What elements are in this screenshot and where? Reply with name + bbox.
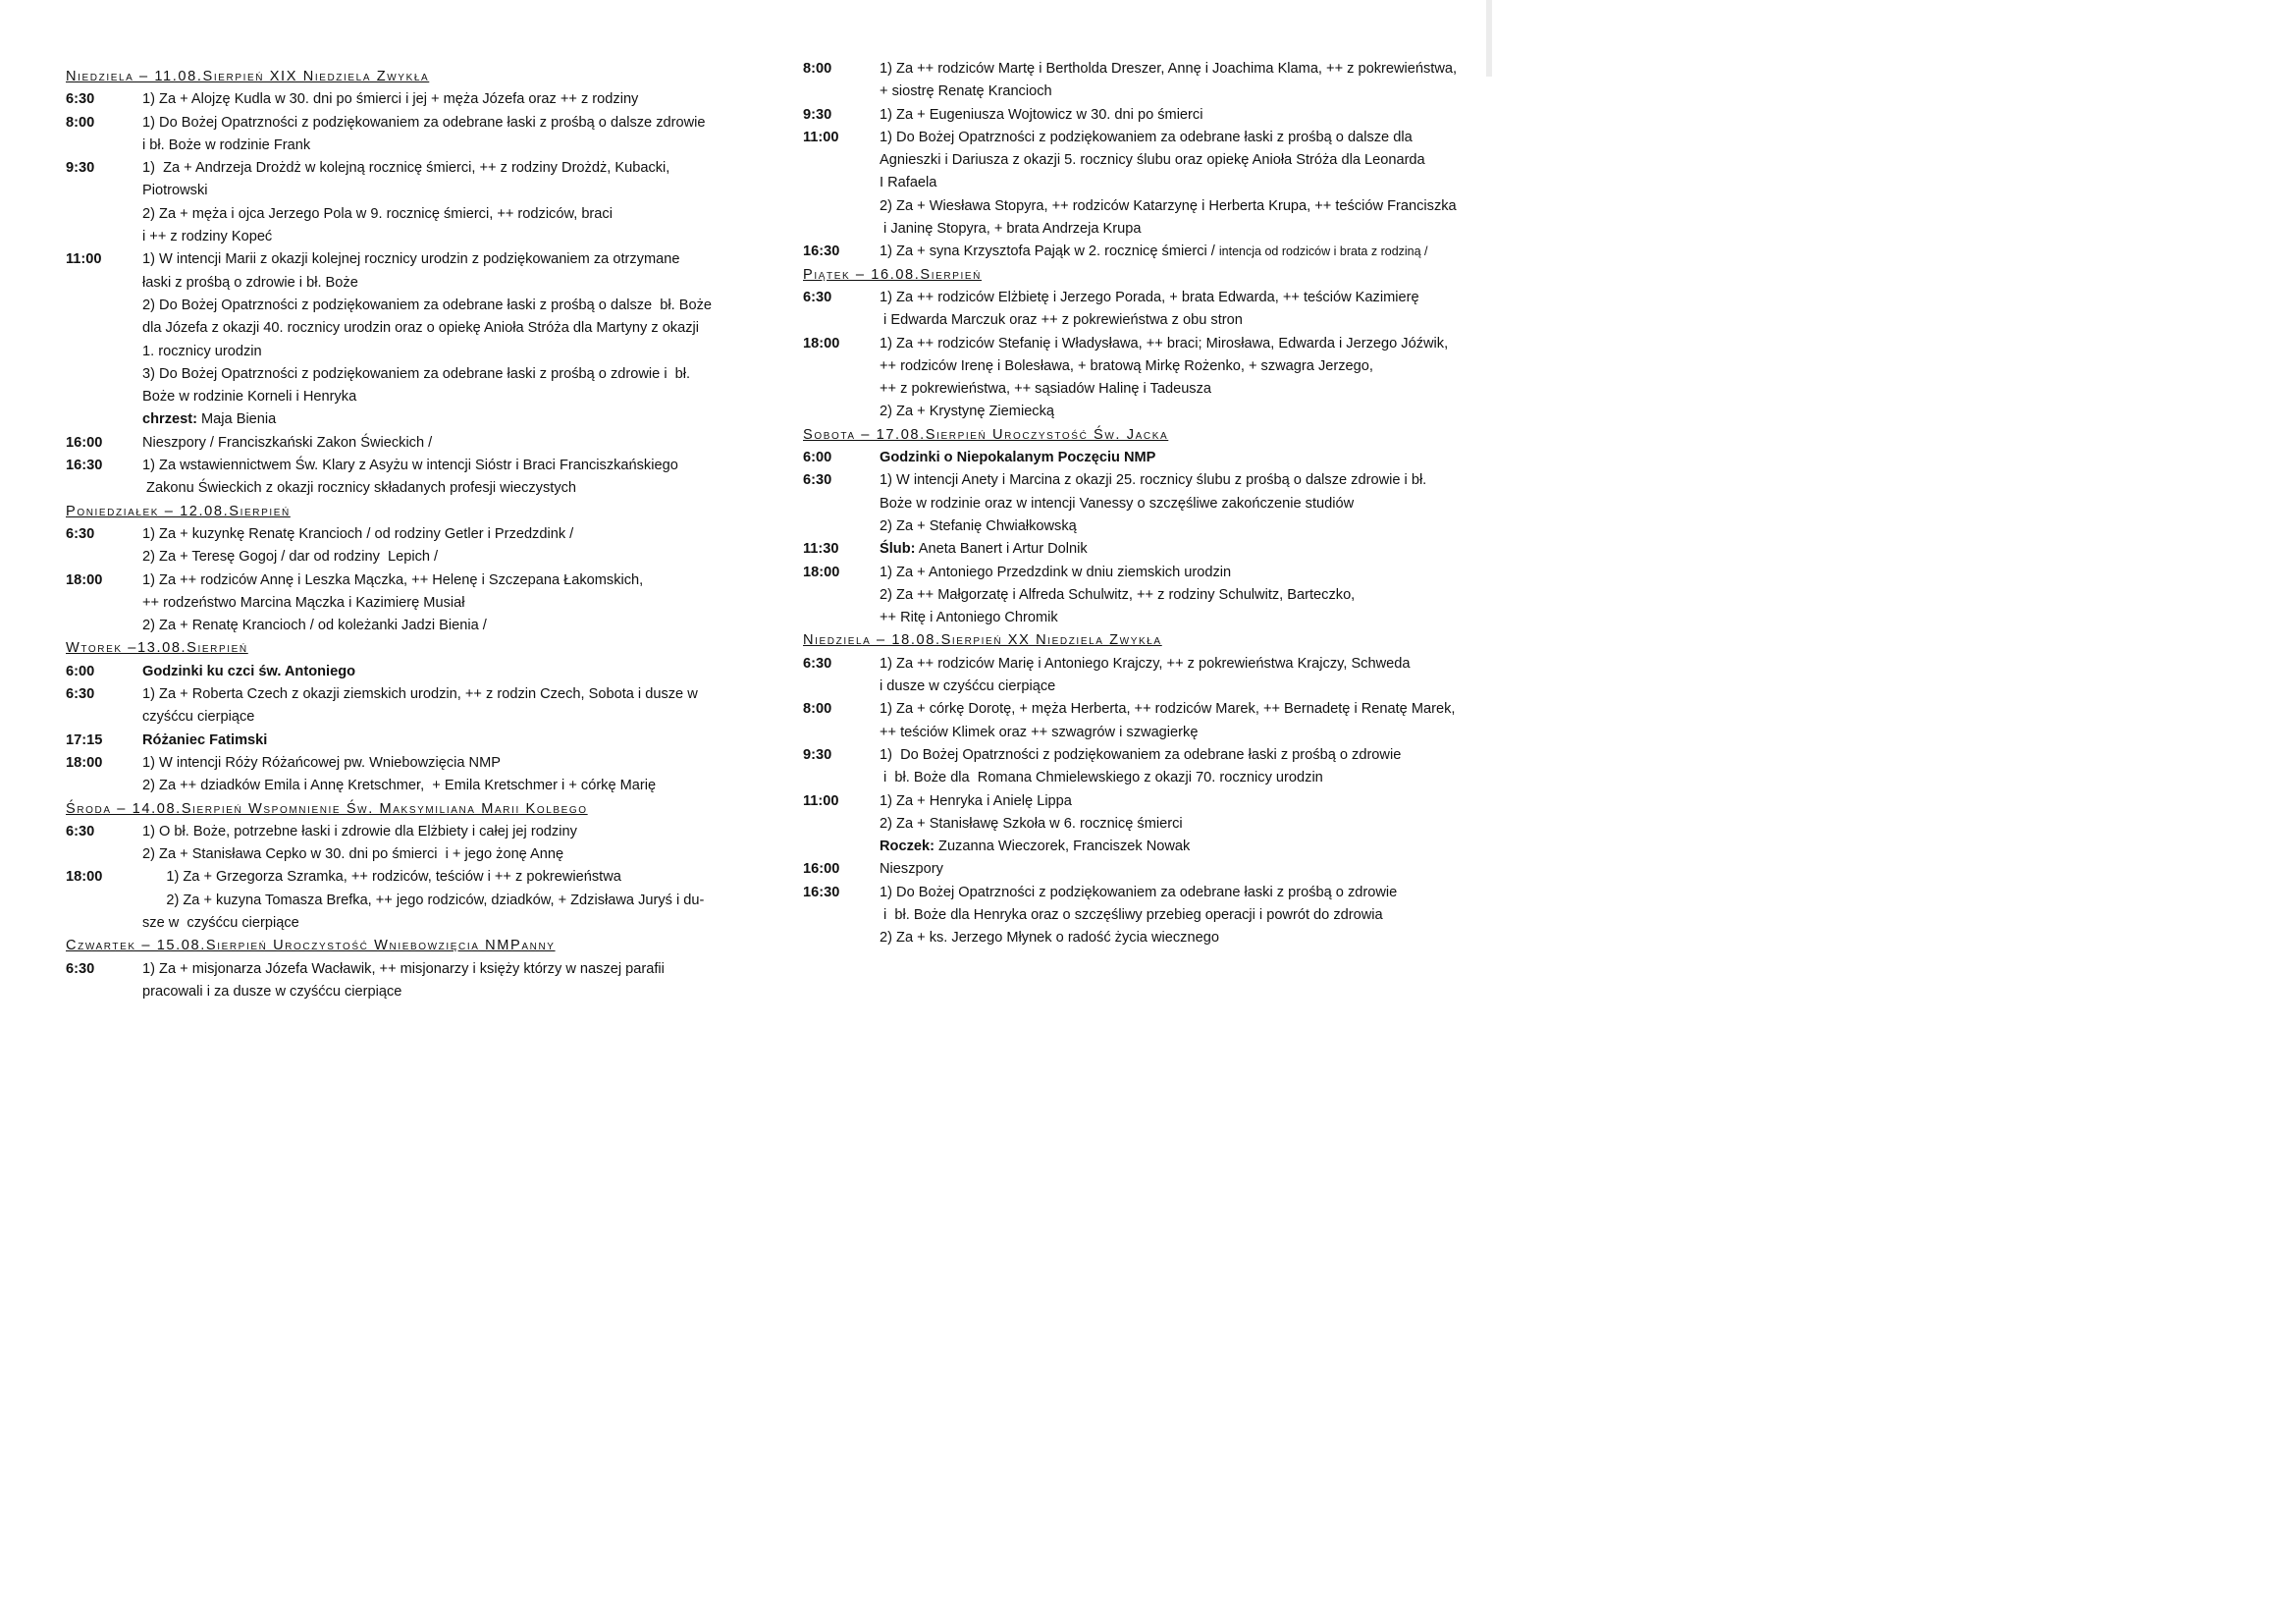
mass-time: 6:30 [803, 289, 832, 305]
intention-line [880, 195, 1482, 218]
day-heading: Poniedziałek – 12.08.Sierpień [66, 503, 291, 519]
intention-line [880, 676, 1482, 698]
intention-text: 1) Za ++ rodziców Stefanię i Władysława, ++ braci; Mirosława, Edwarda i Jerzego Jóźwik, [880, 335, 1449, 352]
intention-line [880, 698, 1482, 721]
intention-line [142, 386, 736, 408]
intention-text: i ++ z rodziny Kopeć [142, 229, 273, 245]
intention-text: 2) Za + Teresę Gogoj / dar od rodziny Lepich / [142, 549, 439, 566]
mass-time: 6:30 [66, 960, 95, 977]
mass-intentions [880, 58, 1482, 104]
intention-line [880, 287, 1482, 309]
extra-value: Zuzanna Wieczorek, Franciszek Nowak [934, 839, 1191, 855]
intention-text: Piotrowski [142, 183, 208, 199]
mass-intentions [880, 538, 1482, 561]
intention-line [880, 355, 1482, 378]
mass-intentions [880, 469, 1482, 538]
intention-text: 2) Za + Stanisława Cepko w 30. dni po śmierci i + jego żonę Annę [142, 846, 564, 863]
intention-line [880, 58, 1482, 81]
intention-line [142, 843, 736, 866]
mass-intentions [880, 287, 1482, 333]
mass-row [66, 730, 736, 752]
intention-line [880, 744, 1482, 767]
mass-time: 17:15 [66, 731, 103, 748]
intention-text: 1) O bł. Boże, potrzebne łaski i zdrowie dla Elżbiety i całej jej rodziny [142, 823, 577, 839]
intention-line [880, 149, 1482, 172]
mass-time: 16:00 [803, 861, 840, 878]
intention-text: 1) Do Bożej Opatrzności z podziękowaniem za odebrane łaski z prośbą o zdrowie [880, 884, 1398, 900]
mass-time: 18:00 [66, 571, 103, 588]
intention-line [880, 104, 1482, 127]
intention-text: 2) Za + Renatę Krancioch / od koleżanki Jadzi Bienia / [142, 618, 487, 634]
mass-intentions [880, 698, 1482, 744]
intention-line [142, 112, 736, 135]
mass-intentions [142, 157, 736, 248]
day-heading: Środa – 14.08.Sierpień Wspomnienie Św. Maksymiliana Marii Kolbego [66, 800, 588, 817]
mass-row [66, 821, 736, 867]
extra-label: Ślub: [880, 541, 916, 558]
intention-line [142, 958, 736, 981]
intention-text: łaski z prośbą o zdrowie i bł. Boże [142, 274, 358, 291]
mass-row [803, 790, 1482, 859]
intention-text: pracowali i za dusze w czyśćcu cierpiące [142, 983, 402, 1000]
mass-row [803, 127, 1482, 241]
mass-intentions [142, 866, 736, 935]
intention-text: i bł. Boże dla Henryka oraz o szczęśliwy przebieg operacji i powrót do zdrowia [880, 906, 1383, 923]
mass-row [803, 562, 1482, 630]
intention-text: 2) Za + kuzyna Tomasza Brefka, ++ jego rodziców, dziadków, + Zdzisława Juryś i du- [142, 892, 705, 908]
intention-text: i bł. Boże w rodzinie Frank [142, 136, 311, 153]
intention-line [880, 172, 1482, 194]
mass-time: 8:00 [803, 701, 832, 718]
mass-intentions [880, 127, 1482, 241]
intention-text: 2) Za + męża i ojca Jerzego Pola w 9. rocznicę śmierci, ++ rodziców, braci [142, 205, 613, 222]
intention-line [880, 653, 1482, 676]
mass-row [803, 698, 1482, 744]
mass-row [66, 523, 736, 569]
intention-text: Boże w rodzinie Korneli i Henryka [142, 389, 357, 406]
mass-time: 11:00 [803, 129, 839, 145]
mass-time: 18:00 [66, 754, 103, 771]
mass-time: 11:00 [803, 792, 839, 809]
intention-line [142, 203, 736, 226]
mass-row [66, 683, 736, 730]
mass-intentions [142, 821, 736, 867]
intention-text: 1) Za wstawiennictwem Św. Klary z Asyżu w intencji Sióstr i Braci Franciszkańskiego [142, 458, 678, 474]
mass-intentions [880, 653, 1482, 699]
extra-value: Maja Bienia [196, 411, 277, 428]
intention-text: i bł. Boże dla Romana Chmielewskiego z okazji 70. rocznicy urodzin [880, 770, 1323, 786]
intention-line [142, 706, 736, 729]
mass-intentions [880, 858, 1482, 881]
intention-line [880, 813, 1482, 836]
intention-line [142, 317, 736, 340]
mass-row [66, 112, 736, 158]
mass-intentions [142, 432, 736, 455]
intention-text: 2) Za + Stefanię Chwiałkowską [880, 517, 1077, 534]
intention-line [142, 981, 736, 1003]
intention-line [880, 858, 1482, 881]
intention-line [142, 546, 736, 568]
intention-line [142, 272, 736, 295]
mass-intentions [142, 730, 736, 752]
intention-text: Godzinki o Niepokalanym Poczęciu NMP [880, 450, 1156, 466]
intention-text: ++ z pokrewieństwa, ++ sąsiadów Halinę i Tadeusza [880, 381, 1212, 398]
mass-row [66, 88, 736, 111]
intention-line [880, 241, 1482, 263]
intention-line [142, 295, 736, 317]
intention-text: Agnieszki i Dariusza z okazji 5. rocznicy ślubu oraz opiekę Anioła Stróża dla Leonarda [880, 152, 1425, 169]
intention-text: 2) Za + Stanisławę Szkoła w 6. rocznicę śmierci [880, 815, 1183, 832]
mass-time: 6:00 [66, 663, 95, 679]
intention-line [880, 882, 1482, 904]
intention-line [142, 157, 736, 180]
intention-line [880, 515, 1482, 538]
mass-time: 6:30 [803, 655, 832, 672]
mass-row [66, 569, 736, 638]
intention-line [880, 469, 1482, 492]
intention-text: 1) Za ++ rodziców Annę i Leszka Mączka, ++ Helenę i Szczepana Łakomskich, [142, 571, 644, 588]
intention-line [142, 661, 736, 683]
mass-row [66, 958, 736, 1004]
intention-line [142, 341, 736, 363]
extra-label: Roczek: [880, 839, 934, 855]
intention-line [142, 477, 736, 500]
intention-text: 1. rocznicy urodzin [142, 343, 262, 359]
intention-line [142, 775, 736, 797]
mass-intentions [142, 112, 736, 158]
mass-time: 16:30 [803, 884, 840, 900]
day-heading: Wtorek –13.08.Sierpień [66, 640, 248, 657]
mass-intentions [142, 661, 736, 683]
intention-text: Różaniec Fatimski [142, 731, 268, 748]
mass-time: 6:30 [66, 91, 95, 108]
mass-time: 18:00 [803, 335, 840, 352]
intention-text: 1) Do Bożej Opatrzności z podziękowaniem za odebrane łaski z prośbą o zdrowie [880, 746, 1402, 763]
intention-line [142, 730, 736, 752]
intention-text: 1) Za + Alojzę Kudla w 30. dni po śmierci i jej + męża Józefa oraz ++ z rodziny [142, 91, 639, 108]
mass-intentions [880, 104, 1482, 127]
mass-row [803, 469, 1482, 538]
mass-row [803, 744, 1482, 790]
mass-time: 9:30 [803, 746, 832, 763]
intention-text: 1) Za + syna Krzysztofa Pająk w 2. rocznicę śmierci / [880, 244, 1219, 260]
mass-row [66, 752, 736, 798]
intention-text: 1) Za + Antoniego Przedzdink w dniu ziemskich urodzin [880, 564, 1232, 580]
intention-text: 2) Do Bożej Opatrzności z podziękowaniem za odebrane łaski z prośbą o dalsze bł. Boże [142, 297, 713, 313]
intention-text: 1) Za + córkę Dorotę, + męża Herberta, ++ rodziców Marek, ++ Bernadetę i Renatę Marek, [880, 701, 1456, 718]
mass-intentions [142, 248, 736, 431]
intention-text: 1) Za + Eugeniusza Wojtowicz w 30. dni po śmierci [880, 106, 1203, 123]
intention-line [880, 309, 1482, 332]
intention-text: czyśćcu cierpiące [142, 709, 255, 726]
mass-row [803, 858, 1482, 881]
mass-time: 6:30 [66, 823, 95, 839]
intention-text: 1) Za ++ rodziców Elżbietę i Jerzego Porada, + brata Edwarda, ++ teściów Kazimierę [880, 289, 1419, 305]
intention-line [880, 127, 1482, 149]
intention-text: I Rafaela [880, 175, 937, 191]
intention-text: 1) Za + Roberta Czech z okazji ziemskich urodzin, ++ z rodzin Czech, Sobota i dusze w [142, 686, 698, 703]
intention-line [880, 790, 1482, 813]
intention-line [142, 890, 736, 912]
mass-time: 9:30 [803, 106, 832, 123]
intention-line [880, 904, 1482, 927]
intention-text: ++ Ritę i Antoniego Chromik [880, 610, 1058, 626]
intention-text: Godzinki ku czci św. Antoniego [142, 663, 356, 679]
mass-time: 8:00 [803, 61, 832, 77]
left-column [66, 66, 736, 1003]
day-heading: Niedziela – 11.08.Sierpień XIX Niedziela Zwykła [66, 69, 430, 84]
intention-text: dla Józefa z okazji 40. rocznicy urodzin oraz o opiekę Anioła Stróża dla Martyny z okazji [142, 320, 700, 337]
intention-text: 1) W intencji Anety i Marcina z okazji 25. rocznicy ślubu z prośbą o dalsze zdrowie i bł. [880, 472, 1427, 489]
intention-text: i dusze w czyśćcu cierpiące [880, 678, 1056, 695]
mass-row [66, 455, 736, 501]
mass-row [803, 538, 1482, 561]
mass-row [803, 447, 1482, 469]
mass-intentions [880, 447, 1482, 469]
intention-text: 2) Za + Wiesława Stopyra, ++ rodziców Katarzynę i Herberta Krupa, ++ teściów Franciszka [880, 197, 1457, 214]
intention-line [880, 607, 1482, 629]
intention-text: 1) W intencji Róży Różańcowej pw. Wniebowzięcia NMP [142, 754, 501, 771]
mass-row [803, 882, 1482, 950]
intention-line [880, 493, 1482, 515]
intention-line [142, 226, 736, 248]
intention-text: 1) Za + misjonarza Józefa Wacławik, ++ misjonarzy i księży którzy w naszej parafii [142, 960, 665, 977]
mass-row [66, 866, 736, 935]
intention-text: 2) Za ++ Małgorzatę i Alfreda Schulwitz, ++ z rodziny Schulwitz, Barteczko, [880, 586, 1356, 603]
intention-line [880, 333, 1482, 355]
mass-intentions [142, 569, 736, 638]
intention-text: 3) Do Bożej Opatrzności z podziękowaniem za odebrane łaski z prośbą o zdrowie i bł. [142, 365, 691, 382]
mass-time: 6:00 [803, 450, 832, 466]
mass-time: 6:30 [66, 686, 95, 703]
right-column [803, 58, 1482, 950]
mass-time: 16:00 [66, 434, 103, 451]
intention-line [142, 88, 736, 111]
intention-line [880, 447, 1482, 469]
intention-line [142, 135, 736, 157]
extra-value: Aneta Banert i Artur Dolnik [915, 541, 1088, 558]
intention-line [880, 722, 1482, 744]
mass-time: 18:00 [803, 564, 840, 580]
intention-text: 2) Za + ks. Jerzego Młynek o radość życia wiecznego [880, 930, 1219, 947]
mass-row [66, 157, 736, 248]
intention-text: i Janinę Stopyra, + brata Andrzeja Krupa [880, 221, 1142, 238]
mass-intentions [142, 455, 736, 501]
extra-line [880, 538, 1482, 561]
intention-text: i Edwarda Marczuk oraz ++ z pokrewieństwa z obu stron [880, 312, 1243, 329]
mass-intentions [142, 523, 736, 569]
mass-row [66, 661, 736, 683]
intention-line [880, 378, 1482, 401]
mass-time: 18:00 [66, 869, 103, 886]
intention-line [142, 363, 736, 386]
mass-time: 11:00 [66, 251, 102, 268]
intention-text: 1) Za + Grzegorza Szramka, ++ rodziców, teściów i ++ z pokrewieństwa [142, 869, 621, 886]
intention-line [142, 592, 736, 615]
intention-line [880, 218, 1482, 241]
intention-text: 1) Do Bożej Opatrzności z podziękowaniem za odebrane łaski z prośbą o dalsze zdrowie [142, 114, 706, 131]
mass-time: 16:30 [803, 244, 840, 260]
mass-intentions [880, 241, 1482, 263]
mass-intentions [142, 752, 736, 798]
intention-text: 2) Za + Krystynę Ziemiecką [880, 404, 1055, 420]
mass-row [66, 432, 736, 455]
intention-line [880, 81, 1482, 103]
mass-time: 6:30 [66, 525, 95, 542]
day-heading: Piątek – 16.08.Sierpień [803, 266, 982, 283]
mass-row [803, 241, 1482, 263]
mass-row [803, 104, 1482, 127]
mass-time: 8:00 [66, 114, 95, 131]
intention-line [880, 401, 1482, 423]
intention-text: 1) Za ++ rodziców Martę i Bertholda Dreszer, Annę i Joachima Klama, ++ z pokrewieństwa, [880, 61, 1458, 77]
intention-text: ++ teściów Klimek oraz ++ szwagrów i szwagierkę [880, 724, 1199, 740]
mass-time: 6:30 [803, 472, 832, 489]
intention-text: Zakonu Świeckich z okazji rocznicy składanych profesji wieczystych [142, 480, 577, 497]
mass-row [803, 333, 1482, 424]
intention-line [880, 767, 1482, 789]
intention-text: + siostrę Renatę Krancioch [880, 83, 1052, 100]
mass-intentions [142, 683, 736, 730]
intention-text: sze w czyśćcu cierpiące [142, 914, 299, 931]
intention-text: 1) Za + kuzynkę Renatę Krancioch / od rodziny Getler i Przedzdink / [142, 525, 574, 542]
intention-text: Nieszpory / Franciszkański Zakon Świeckich / [142, 434, 433, 451]
intention-line [142, 615, 736, 637]
intention-text: Boże w rodzinie oraz w intencji Vanessy o szczęśliwe zakończenie studiów [880, 495, 1355, 512]
mass-time: 9:30 [66, 160, 95, 177]
mass-row [803, 58, 1482, 104]
day-heading: Niedziela – 18.08.Sierpień XX Niedziela Zwykła [803, 632, 1162, 649]
mass-intentions [880, 333, 1482, 424]
intention-line [142, 248, 736, 271]
mass-row [66, 248, 736, 431]
intention-text: 1) Za ++ rodziców Marię i Antoniego Krajczy, ++ z pokrewieństwa Krajczy, Schweda [880, 655, 1411, 672]
day-heading: Czwartek – 15.08.Sierpień Uroczystość Wniebowzięcia NMPanny [66, 938, 556, 954]
intention-text: 1) Za + Andrzeja Drożdż w kolejną rocznicę śmierci, ++ z rodziny Drożdż, Kubacki, [142, 160, 670, 177]
intention-line [142, 432, 736, 455]
page-edge-bar [1486, 0, 1492, 77]
extra-label: chrzest: [142, 411, 197, 428]
mass-time: 16:30 [66, 458, 103, 474]
intention-line [142, 180, 736, 202]
mass-time: 11:30 [803, 541, 839, 558]
intention-line [142, 866, 736, 889]
intention-line [142, 455, 736, 477]
intention-text: 2) Za ++ dziadków Emila i Annę Kretschmer, + Emila Kretschmer i + córkę Marię [142, 778, 657, 794]
intention-text: Nieszpory [880, 861, 943, 878]
intention-line [880, 562, 1482, 584]
intention-line [142, 523, 736, 546]
mass-intentions [880, 882, 1482, 950]
intention-line [142, 752, 736, 775]
intention-line [880, 584, 1482, 607]
mass-intentions [880, 790, 1482, 859]
intention-line [880, 927, 1482, 949]
intention-text: ++ rodzeństwo Marcina Mączka i Kazimierę Musiał [142, 594, 465, 611]
day-heading: Sobota – 17.08.Sierpień Uroczystość Św. Jacka [803, 426, 1169, 443]
intention-line [142, 569, 736, 592]
extra-line [142, 408, 736, 431]
mass-row [803, 653, 1482, 699]
intention-text: 1) Za + Henryka i Anielę Lippa [880, 792, 1072, 809]
intention-line [142, 683, 736, 706]
extra-line [880, 836, 1482, 858]
intention-text: 1) Do Bożej Opatrzności z podziękowaniem za odebrane łaski z prośbą o dalsze dla [880, 129, 1413, 145]
intention-line [142, 912, 736, 935]
intention-text: ++ rodziców Irenę i Bolesława, + bratową Mirkę Rożenko, + szwagra Jerzego, [880, 357, 1373, 374]
mass-intentions [142, 958, 736, 1004]
intention-note: intencja od rodziców i brata z rodziną / [1218, 244, 1428, 259]
intention-line [142, 821, 736, 843]
mass-intentions [142, 88, 736, 111]
intention-text: 1) W intencji Marii z okazji kolejnej rocznicy urodzin z podziękowaniem za otrzymane [142, 251, 680, 268]
mass-row [803, 287, 1482, 333]
mass-intentions [880, 562, 1482, 630]
mass-intentions [880, 744, 1482, 790]
